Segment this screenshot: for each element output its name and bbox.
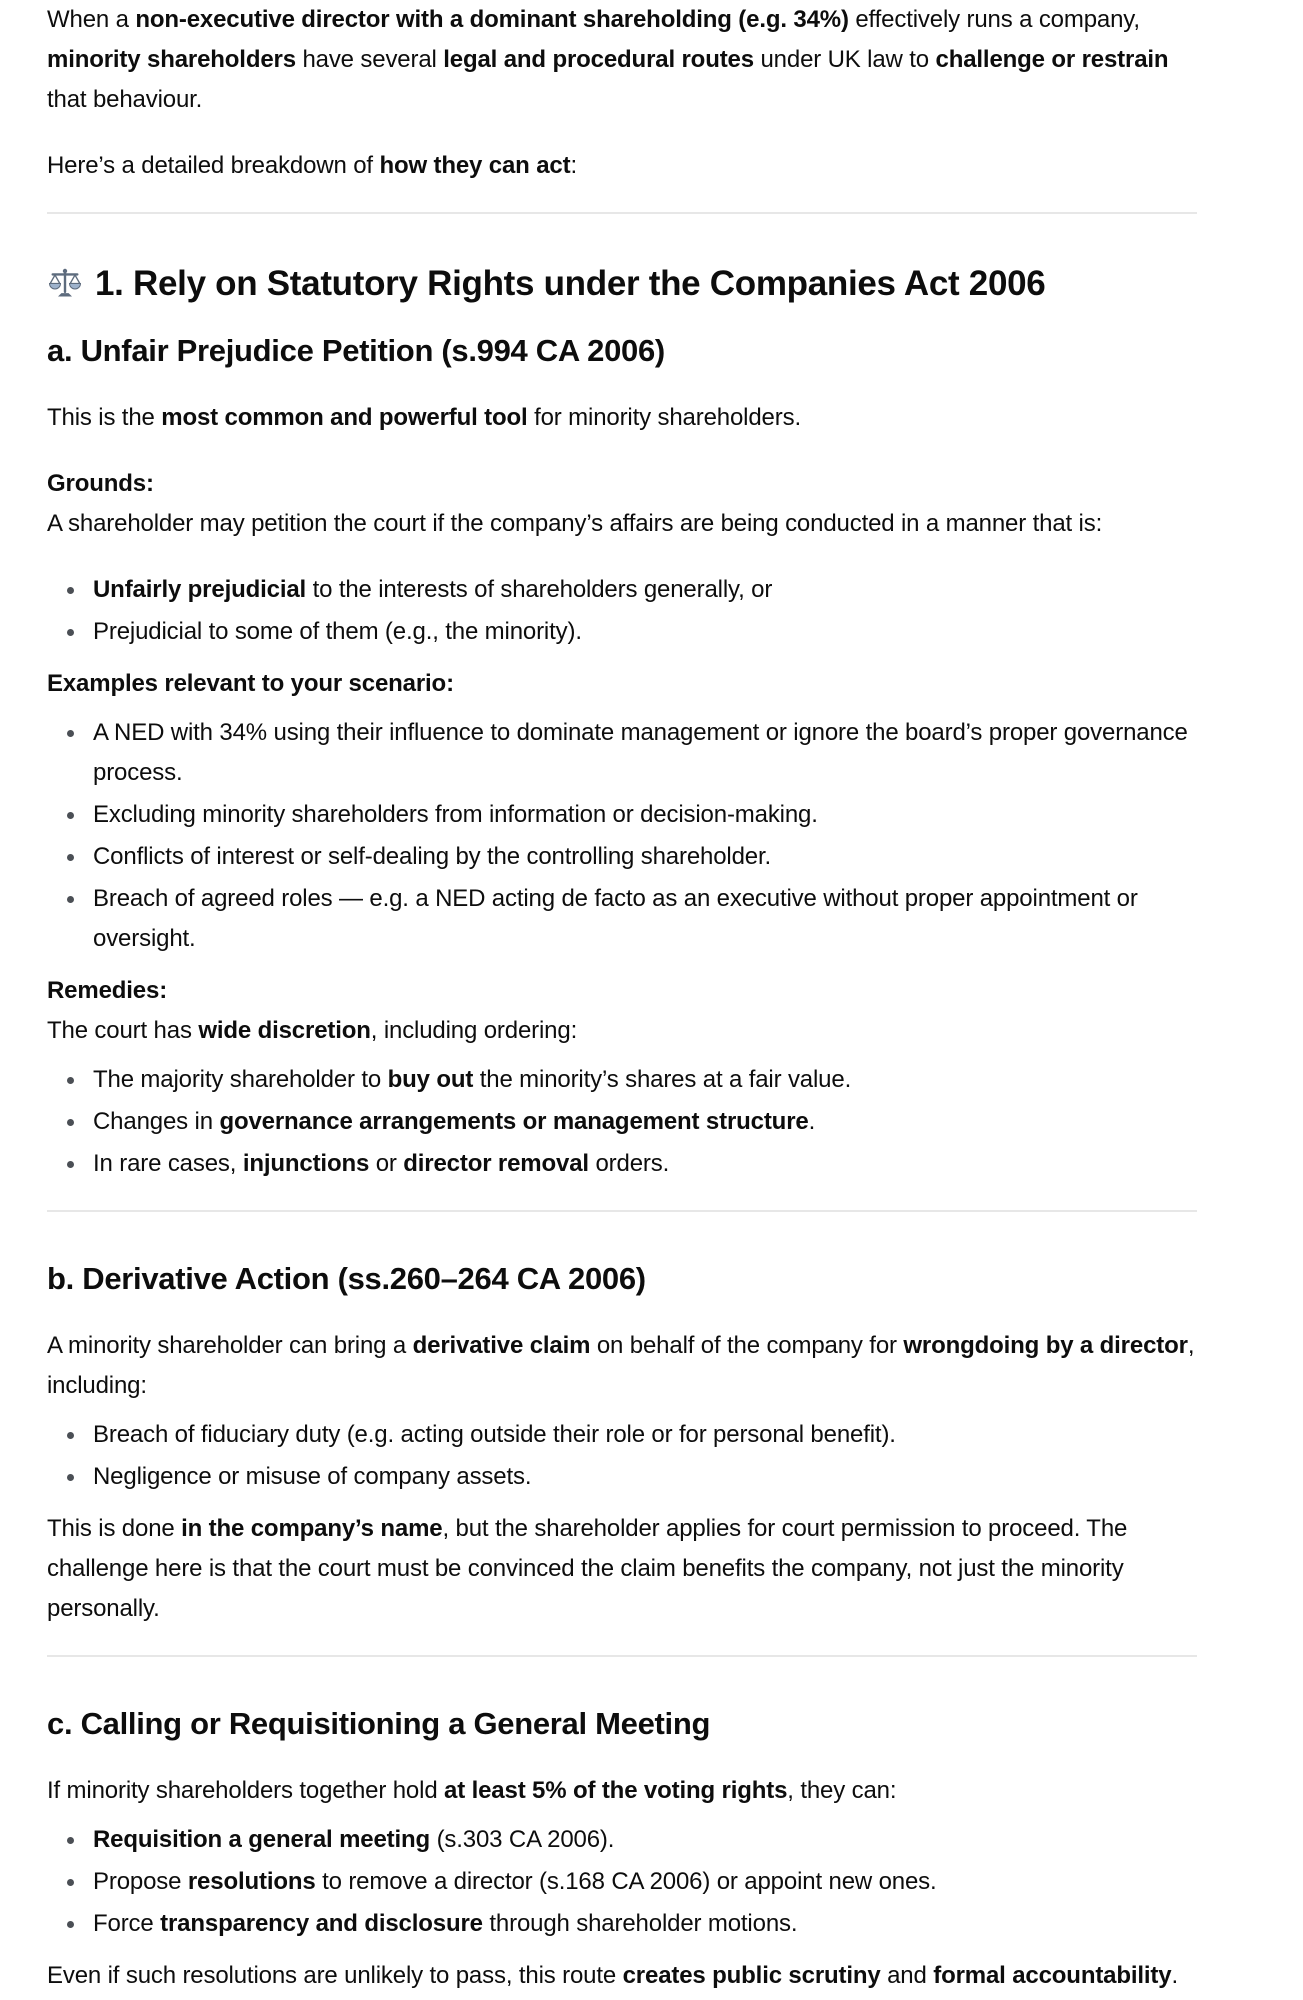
- subsection-heading: b. Derivative Action (ss.260–264 CA 2006): [47, 1261, 646, 1296]
- list-item: Negligence or misuse of company assets.: [93, 1457, 1197, 1497]
- paragraph: Here’s a detailed breakdown of how they can act:: [47, 152, 577, 179]
- paragraph: A minority shareholder can bring a derivative claim on behalf of the company for wrongdoing by a director, including:: [47, 1332, 1195, 1399]
- paragraph: This is done in the company’s name, but the shareholder applies for court permission to proceed. The challenge here is that the court must be convinced the claim benefits the company, not just the minority personally.: [47, 1515, 1128, 1622]
- balance-scale-icon: [47, 266, 83, 302]
- section-heading: [47, 262, 1197, 306]
- bullet-list: [47, 713, 1197, 959]
- list-item: The majority shareholder to buy out the minority’s shares at a fair value.: [93, 1060, 1197, 1100]
- paragraph: When a non-executive director with a dominant shareholding (e.g. 34%) effectively runs a company, minority shareholders have several legal and procedural routes under UK law to challenge or restrain that behaviour.: [47, 6, 1169, 113]
- list-item: Propose resolutions to remove a director (s.168 CA 2006) or appoint new ones.: [93, 1862, 1197, 1902]
- section-heading-text: 1. Rely on Statutory Rights under the Companies Act 2006: [95, 264, 1046, 303]
- paragraph: Even if such resolutions are unlikely to pass, this route creates public scrutiny and formal accountability.: [47, 1962, 1178, 1989]
- paragraph: Examples relevant to your scenario:: [47, 670, 454, 697]
- list-item: Requisition a general meeting (s.303 CA 2006).: [93, 1820, 1197, 1860]
- paragraph: If minority shareholders together hold at least 5% of the voting rights, they can:: [47, 1777, 897, 1804]
- list-item: Prejudicial to some of them (e.g., the minority).: [93, 612, 1197, 652]
- bullet-list: [47, 570, 1197, 652]
- section-divider: [47, 1210, 1197, 1212]
- bullet-list: [47, 1820, 1197, 1944]
- list-item: Breach of fiduciary duty (e.g. acting outside their role or for personal benefit).: [93, 1415, 1197, 1455]
- paragraph: This is the most common and powerful tool for minority shareholders.: [47, 404, 801, 431]
- list-item: Force transparency and disclosure through shareholder motions.: [93, 1904, 1197, 1944]
- list-item: Breach of agreed roles — e.g. a NED acting de facto as an executive without proper appointment or oversight.: [93, 879, 1197, 959]
- bullet-list: [47, 1060, 1197, 1184]
- paragraph: Grounds: A shareholder may petition the court if the company’s affairs are being conducted in a manner that is:: [47, 470, 1103, 537]
- section-divider: [47, 1655, 1197, 1657]
- paragraph: Remedies: The court has wide discretion, including ordering:: [47, 977, 578, 1044]
- bullet-list: [47, 1415, 1197, 1497]
- list-item: Changes in governance arrangements or management structure.: [93, 1102, 1197, 1142]
- subsection-heading: a. Unfair Prejudice Petition (s.994 CA 2006): [47, 333, 665, 368]
- section-divider: [47, 212, 1197, 214]
- list-item: A NED with 34% using their influence to dominate management or ignore the board’s proper governance process.: [93, 713, 1197, 793]
- list-item: In rare cases, injunctions or director removal orders.: [93, 1144, 1197, 1184]
- subsection-heading: c. Calling or Requisitioning a General Meeting: [47, 1706, 711, 1741]
- list-item: Unfairly prejudicial to the interests of shareholders generally, or: [93, 570, 1197, 610]
- list-item: Excluding minority shareholders from information or decision-making.: [93, 795, 1197, 835]
- list-item: Conflicts of interest or self-dealing by the controlling shareholder.: [93, 837, 1197, 877]
